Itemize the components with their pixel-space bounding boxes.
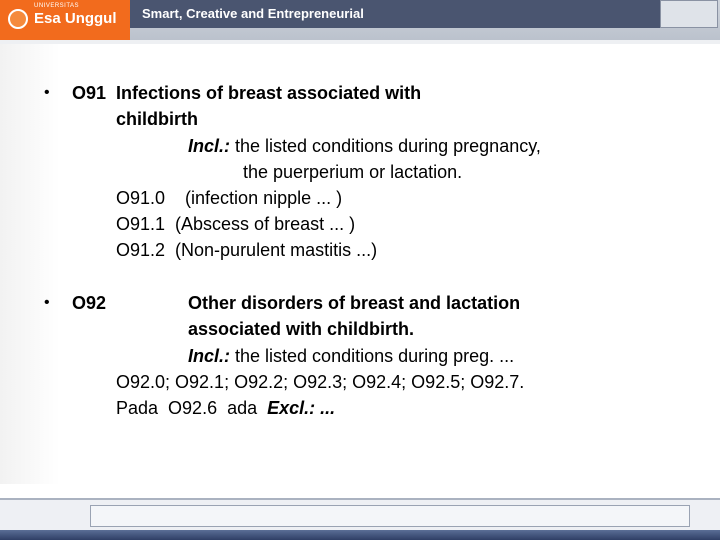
- o91-title-line1: Infections of breast associated with: [116, 83, 422, 103]
- o92-incl-text: the listed conditions during preg. ...: [230, 346, 515, 366]
- bullet-o91: •: [44, 84, 50, 101]
- logo-name: Esa Unggul: [34, 10, 117, 27]
- bullet-o92: •: [44, 294, 50, 311]
- o92-incl-label: Incl.:: [188, 346, 231, 366]
- o92-title-line2: associated with childbirth.: [188, 319, 415, 339]
- o92-code: O92: [72, 293, 107, 313]
- o91-title-line2: childbirth: [116, 109, 198, 129]
- o92-incl-line: [188, 345, 514, 367]
- o92-pada-text: Pada O92.6 ada: [116, 398, 268, 418]
- o91-sub2: O91.1 (Abscess of breast ... ): [116, 214, 356, 234]
- footer-stripe: [0, 530, 720, 540]
- o91-sub1: O91.0 (infection nipple ... ): [116, 188, 343, 208]
- o92-excl-label: Excl.: ...: [267, 398, 336, 418]
- logo-university: UNIVERSITAS: [34, 3, 80, 9]
- o91-sub3: O91.2 (Non-purulent mastitis ...): [116, 240, 378, 260]
- o91-code: O91: [72, 83, 107, 103]
- o92-pada-line: [116, 397, 335, 419]
- o91-incl-line1: [188, 135, 541, 157]
- o91-incl-label: Incl.:: [188, 136, 231, 156]
- footer-divider: [0, 498, 720, 500]
- o92-codes: O92.0; O92.1; O92.2; O92.3; O92.4; O92.5; O92.7.: [116, 372, 525, 392]
- tagline: Smart, Creative and Entrepreneurial: [142, 6, 364, 21]
- o92-title-line1: Other disorders of breast and lactation: [188, 293, 521, 313]
- o91-incl-line2: the puerperium or lactation.: [243, 162, 463, 182]
- footer-bar: [90, 505, 690, 527]
- o91-incl-text1: the listed conditions during pregnancy,: [230, 136, 541, 156]
